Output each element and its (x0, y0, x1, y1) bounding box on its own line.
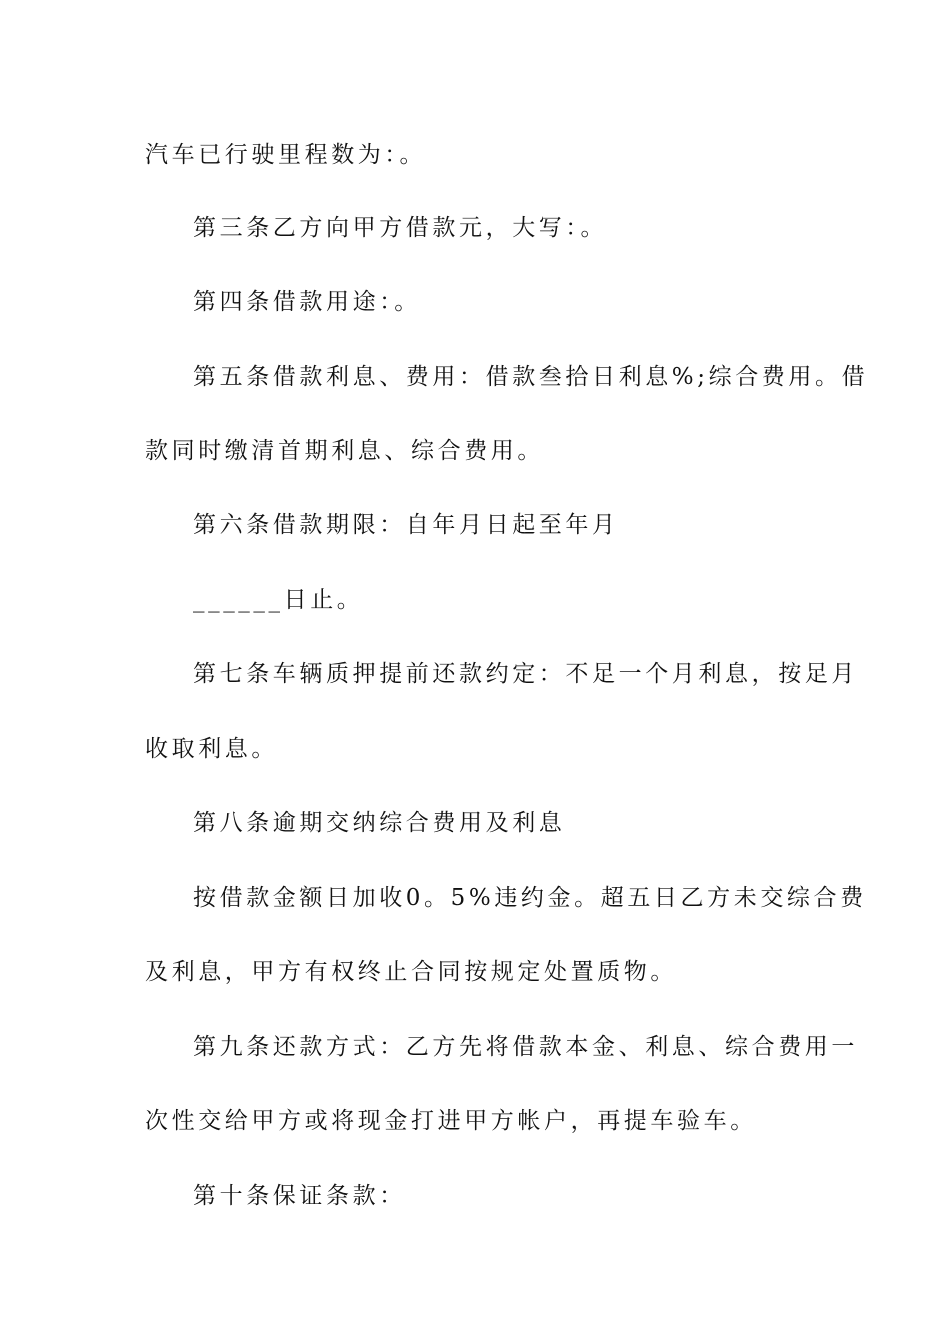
clause-5-interest-fees: 第五条借款利息、费用：借款叁拾日利息%;综合费用。借 (193, 364, 869, 390)
clause-9-repayment-method: 第九条还款方式：乙方先将借款本金、利息、综合费用一 (193, 1034, 858, 1060)
clause-6-end-date: ______日止。 (193, 587, 364, 613)
clause-7-early-repayment: 第七条车辆质押提前还款约定：不足一个月利息，按足月 (193, 661, 858, 687)
clause-10-guarantee-title: 第十条保证条款： (193, 1183, 406, 1209)
clause-8-penalty: 按借款金额日加收0。5%违约金。超五日乙方未交综合费 (193, 885, 867, 911)
clause-7-continuation: 收取利息。 (145, 736, 278, 762)
clause-8-overdue-title: 第八条逾期交纳综合费用及利息 (193, 810, 566, 836)
clause-8-continuation: 及利息，甲方有权终止合同按规定处置质物。 (145, 959, 677, 985)
text-line-mileage: 汽车已行驶里程数为：。 (145, 142, 427, 168)
clause-9-continuation: 次性交给甲方或将现金打进甲方帐户，再提车验车。 (145, 1108, 757, 1134)
clause-4-loan-purpose: 第四条借款用途：。 (193, 289, 421, 315)
clause-3-loan-amount: 第三条乙方向甲方借款元，大写：。 (193, 215, 608, 241)
clause-6-loan-term: 第六条借款期限：自年月日起至年月 (193, 512, 619, 538)
clause-5-continuation: 款同时缴清首期利息、综合费用。 (145, 438, 544, 464)
